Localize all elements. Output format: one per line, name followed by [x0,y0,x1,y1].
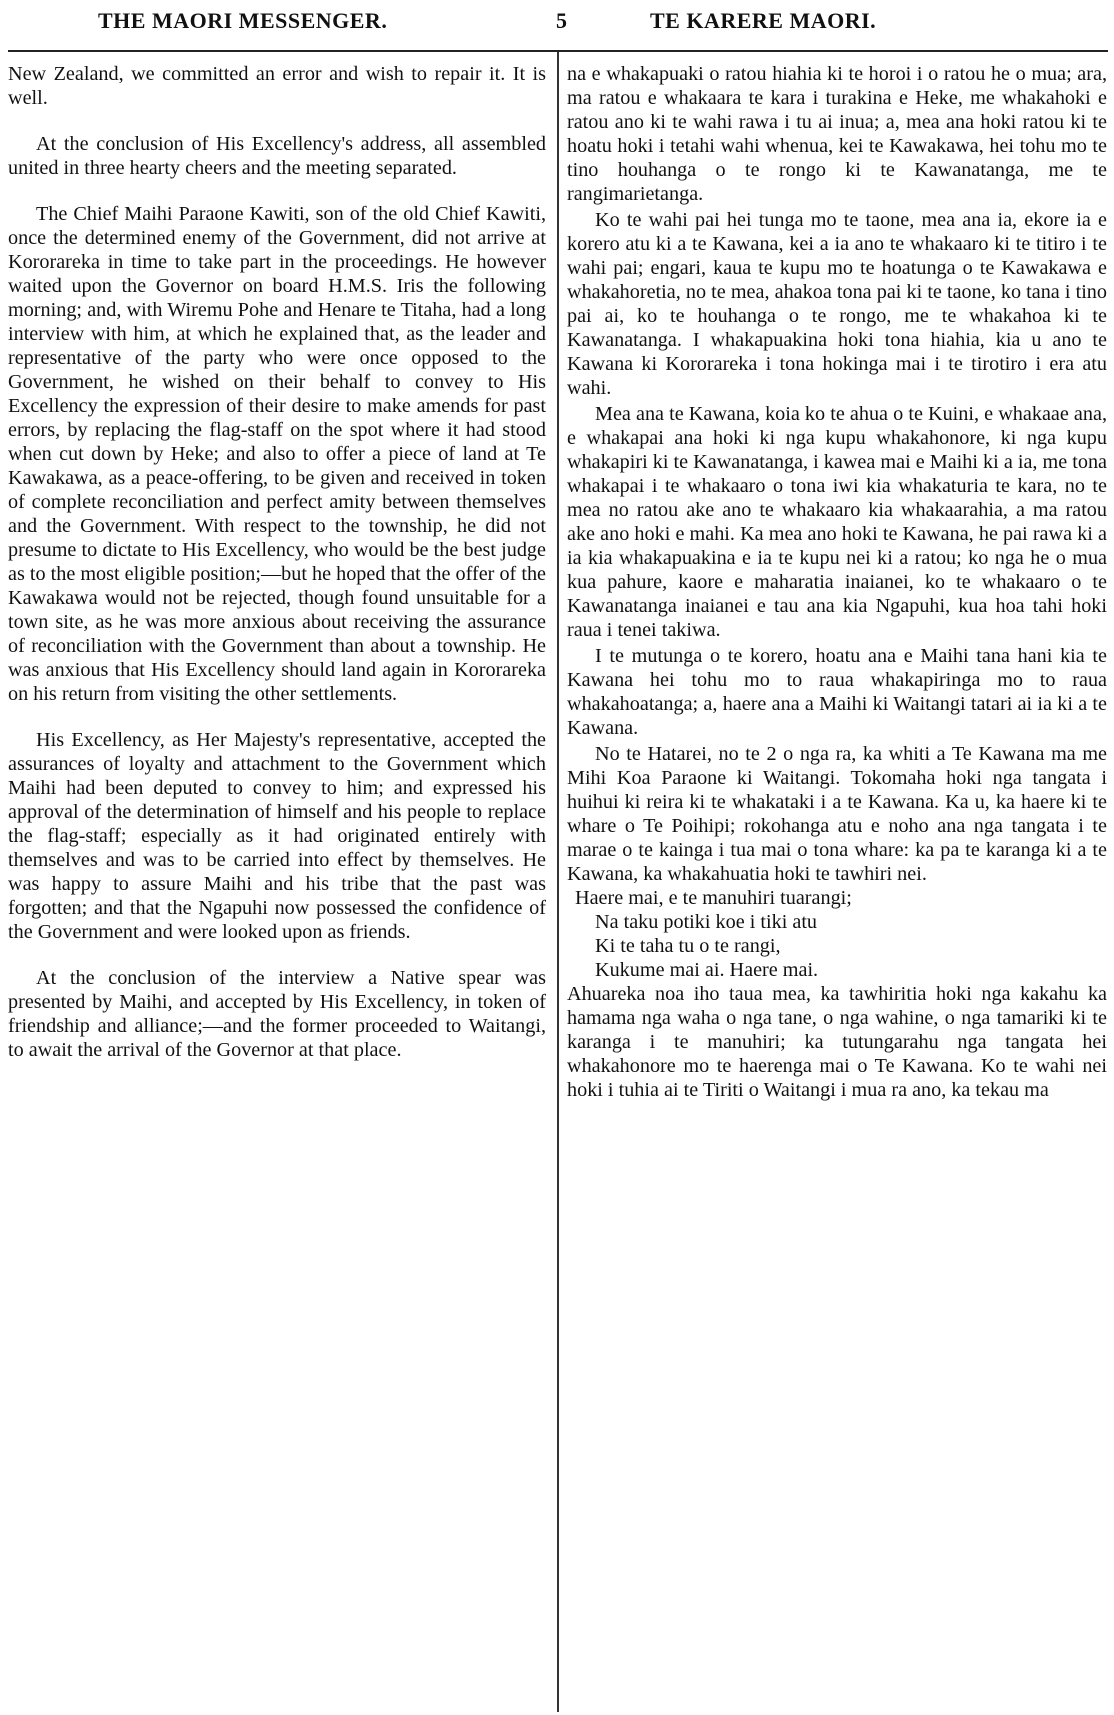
column-divider [557,52,559,1712]
paragraph: His Excellency, as Her Majesty's representative, accepted the assurances of loyalty and attachment to the Government which Maihi had been deputed to convey to him; and expressed his approval of the determination of himself and his people to replace the flag-staff; especially as it had originated entirely with themselves and was to be carried into effect by themselves. He was happy to assure Maihi and his tribe that the past was forgotten; and that the Ngapuhi now possessed the confidence of the Government and were looked upon as friends. [8,729,546,943]
english-column [8,62,546,1062]
paragraph: I te mutunga o te korero, hoatu ana e Maihi tana hani kia te Kawana hei tohu mo to raua whakapiringa mo to raua whakahoatanga; a, haere ana a Maihi ki Waitangi tatari ai ia ki a te Kawana. [567,645,1107,739]
verse-line: Kukume mai ai. Haere mai. [595,959,819,981]
welcome-chant [567,886,1107,982]
paragraph: At the conclusion of the interview a Native spear was presented by Maihi, and accepted by His Excellency, in token of friendship and alliance;—and the former proceeded to Waitangi, to await the arrival of the Governor at that place. [8,967,546,1061]
paragraph: Ahuareka noa iho taua mea, ka tawhiritia hoki nga kakahu ka hamama nga waha o nga tane, o nga wahine, o nga tamariki ki te karanga i te manuhiri; ka tutungarahu nga tangata hei whakahonore mo te haerenga mai o Te Kawana. Ko te wahi nei hoki i tuhia ai te Tiriti o Waitangi i mua ra ano, ka tekau ma [567,983,1107,1101]
paragraph: na e whakapuaki o ratou hiahia ki te horoi i o ratou he o mua; ara, ma ratou e whakaara te kara i turakina e Heke, me whakahoki e ratou ano ki te wahi rawa i tu ai inua; a, mea ana hoki ratou ki te hoatu hoki i tetahi wahi whenua, kei te Kawakawa, hei tohu mo te tino houhanga o te rongo ki te Kawanatanga, me te rangimarietanga. [567,63,1107,205]
paragraph: No te Hatarei, no te 2 o nga ra, ka whiti a Te Kawana ma me Mihi Koa Paraone ki Waitangi. Tokomaha hoki nga tangata i huihui ki reira ki te whakataki i a te Kawana. Ka u, ka haere ki te whare o Te Poihipi; rokohanga atu e noho ana nga tangata i te marae o te kainga i tua mai o tona whare: ka pa te karanga ki a te Kawana, ka whakahuatia hoki te tawhiri nei. [567,743,1107,885]
paragraph: New Zealand, we committed an error and wish to repair it. It is well. [8,63,546,109]
english-masthead-title: THE MAORI MESSENGER. [98,8,388,33]
maori-masthead-title: TE KARERE MAORI. [650,8,877,33]
paragraph: The Chief Maihi Paraone Kawiti, son of the old Chief Kawiti, once the determined enemy of the Government, did not arrive at Kororareka in time to take part in the proceedings. He however waited upon the Governor on board H.M.S. Iris the following morning; and, with Wiremu Pohe and Henare te Titaha, had a long interview with him, at which he explained that, as the leader and representative of the party who were once opposed to the Government, he wished on their behalf to convey to His Excellency the expression of their desire to make amends for past errors, by replacing the flag-staff on the spot where it had stood when cut down by Heke; and also to offer a piece of land at Te Kawakawa, as a peace-offering, to be given and received in token of complete reconciliation and perfect amity between themselves and the Government. With respect to the township, he did not presume to dictate to His Excellency, who would be the best judge as to the most eligible position;—but he hoped that the offer of the Kawakawa would not be rejected, though found unsuitable for a town site, as he was more anxious about receiving the assurance of reconciliation with the Government than about a township. He was anxious that His Excellency should land again in Kororareka on his return from visiting the other settlements. [8,203,546,705]
maori-column [567,62,1107,1102]
running-head [0,6,1114,36]
paragraph: At the conclusion of His Excellency's address, all assembled united in three hearty cheers and the meeting separated. [8,133,546,179]
paragraph: Mea ana te Kawana, koia ko te ahua o te Kuini, e whakaae ana, e whakapai ana hoki ki nga kupu whakahonore, ki nga kupu whakapiri ki te Kawanatanga, i kawea mai e Maihi ki a ia, me tona whakapai i te whakaaro o tona iwi kia whakaturia te kara, no te mea no ratou ake ano te whakaaro kia whakaarahia, a ma ratou ake ano hoki e mahi. Ka mea ano hoki te Kawana, he pai rawa ki a ia kia whakapuakina e ia te kupu nei ki a ratou; ko nga he o mua kua pahure, kaore e maharatia inaianei, ko te whakaaro o te Kawanatanga inaianei e tau ana kia Ngapuhi, kua hoa tahi hoki raua i tenei takiwa. [567,403,1107,641]
verse-line: Haere mai, e te manuhiri tuarangi; [575,887,852,909]
page-number: 5 [556,8,568,33]
verse-line: Ki te taha tu o te rangi, [595,935,781,957]
verse-line: Na taku potiki koe i tiki atu [595,911,818,933]
paragraph: Ko te wahi pai hei tunga mo te taone, mea ana ia, ekore ia e korero atu ki a te Kawana, kei a ia ano te whakaaro ki te titiro i te wahi pai; engari, kaua te kupu mo te hoatunga o te Kawakawa e whakahoretia, no te mea, ahakoa tona pai ki te taone, ko tana i tino pai ai, ko te houhanga o te rongo, me te whakahoa ki te Kawanatanga. I whakapuakina hoki tona hiahia, kia u ano te Kawana ki Kororareka i tona hokinga mai i te tirotiro i era atu wahi. [567,209,1107,399]
